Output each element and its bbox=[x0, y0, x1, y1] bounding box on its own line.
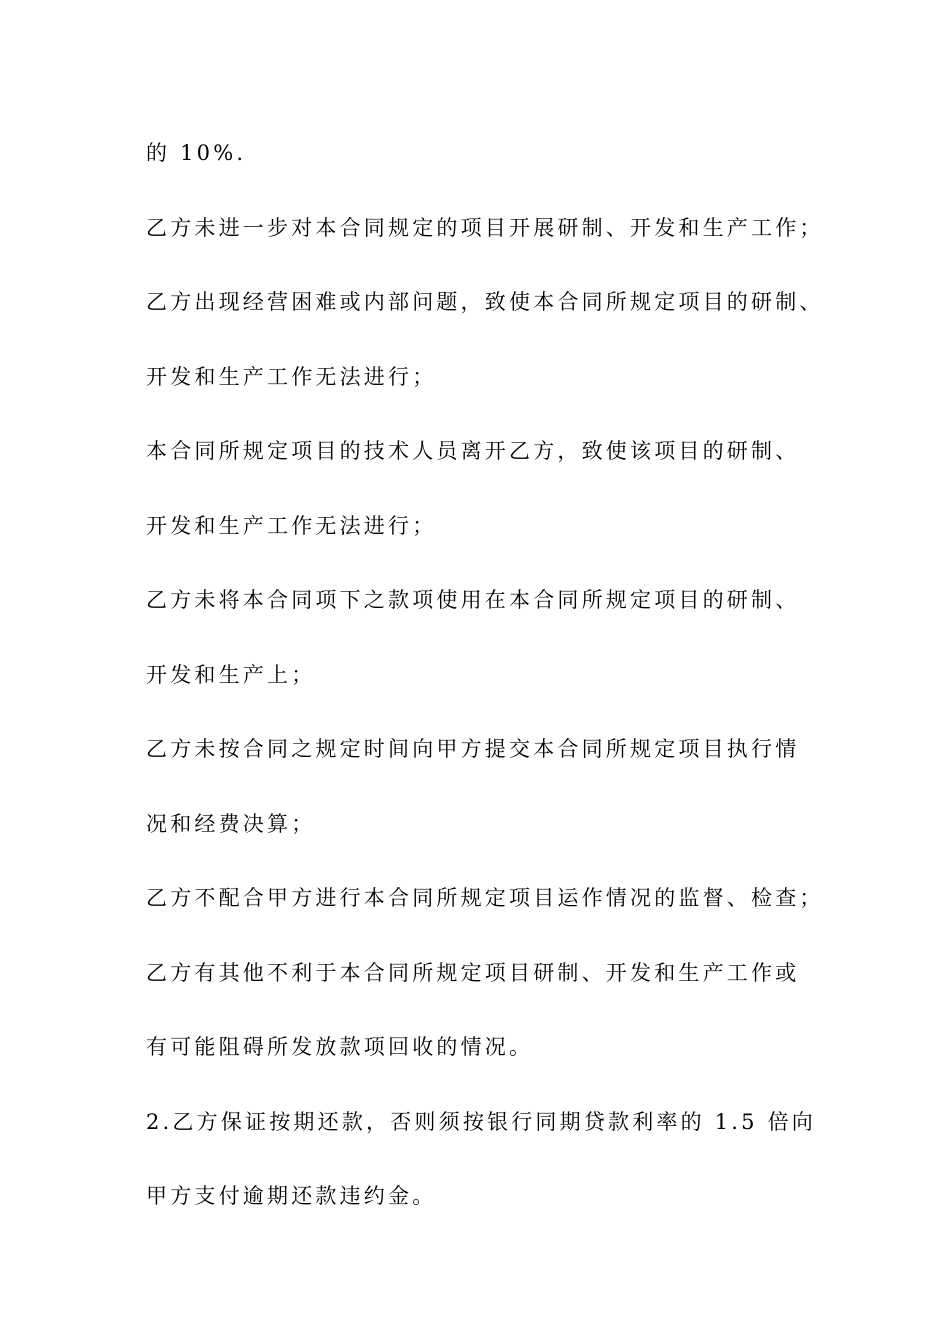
text-line: 乙方未将本合同项下之款项使用在本合同所规定项目的研制、 bbox=[146, 588, 800, 612]
text-line: 开发和生产工作无法进行； bbox=[146, 513, 437, 538]
text-line: 乙方未按合同之规定时间向甲方提交本合同所规定项目执行情 bbox=[146, 737, 800, 761]
text-line: 乙方不配合甲方进行本合同所规定项目运作情况的监督、检查； bbox=[146, 886, 824, 910]
text-line: 开发和生产上； bbox=[146, 662, 316, 687]
text-line: 有可能阻碍所发放款项回收的情况。 bbox=[146, 1035, 534, 1059]
text-line: 2.乙方保证按期还款，否则须按银行同期贷款利率的 1.5 倍向 bbox=[146, 1109, 816, 1134]
text-line: 乙方出现经营困难或内部问题，致使本合同所规定项目的研制、 bbox=[146, 290, 824, 314]
text-line: 乙方未进一步对本合同规定的项目开展研制、开发和生产工作； bbox=[146, 215, 824, 240]
text-line: 甲方支付逾期还款违约金。 bbox=[146, 1184, 437, 1208]
text-line: 开发和生产工作无法进行； bbox=[146, 364, 437, 389]
text-line: 况和经费决算； bbox=[146, 811, 316, 836]
text-line: 乙方有其他不利于本合同所规定项目研制、开发和生产工作或 bbox=[146, 960, 800, 985]
text-line: 的 10%. bbox=[146, 141, 247, 165]
document-body bbox=[146, 129, 824, 1247]
text-line: 本合同所规定项目的技术人员离开乙方，致使该项目的研制、 bbox=[146, 439, 800, 463]
